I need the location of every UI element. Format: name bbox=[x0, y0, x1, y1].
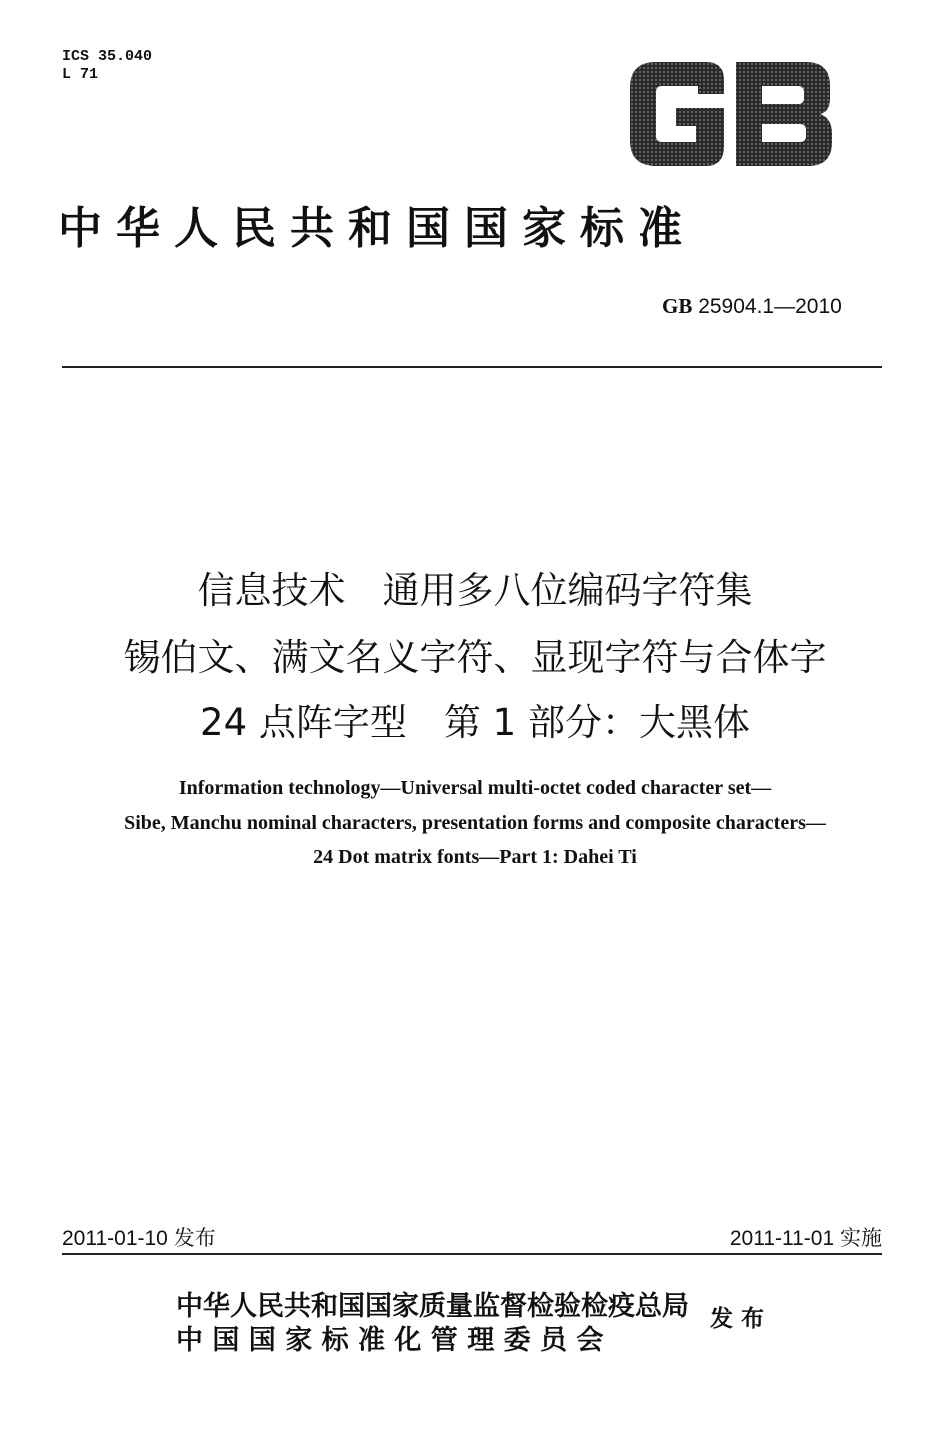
implement-date: 2011-11-01 实施 bbox=[729, 1227, 882, 1250]
national-standard-title: 中华人民共和国国家标准 bbox=[58, 203, 696, 254]
ics-code: ICS 35.040 bbox=[62, 48, 153, 65]
title-en-line-1: Information technology—Universal multi-octet coded character set— bbox=[178, 777, 772, 799]
bottom-divider bbox=[62, 1253, 882, 1255]
ccs-code: L 71 bbox=[62, 66, 99, 83]
publisher-line-1: 中华人民共和国国家质量监督检验检疫总局 bbox=[176, 1291, 689, 1322]
standard-code: 25904.1—2010 bbox=[698, 295, 842, 318]
top-divider bbox=[62, 366, 882, 368]
issue-date: 2011-01-10 发布 bbox=[62, 1227, 216, 1250]
publisher-line-2: 中 国 国 家 标 准 化 管 理 委 员 会 bbox=[176, 1325, 604, 1356]
title-cn-line-3: 24 点阵字型 第 1 部分：大黑体 bbox=[200, 701, 750, 744]
ics-code-block bbox=[62, 48, 152, 84]
publish-label: 发布 bbox=[710, 1305, 772, 1332]
title-cn-line-1: 信息技术 通用多八位编码字符集 bbox=[197, 569, 753, 612]
gb-logo bbox=[626, 58, 836, 170]
title-en-line-3: 24 Dot matrix fonts—Part 1: Dahei Ti bbox=[313, 846, 637, 868]
title-en-line-2: Sibe, Manchu nominal characters, presentation forms and composite characters— bbox=[124, 812, 826, 834]
standard-number bbox=[662, 294, 842, 319]
title-cn-line-2: 锡伯文、满文名义字符、显现字符与合体字 bbox=[123, 636, 827, 679]
standard-prefix: GB bbox=[662, 294, 693, 318]
